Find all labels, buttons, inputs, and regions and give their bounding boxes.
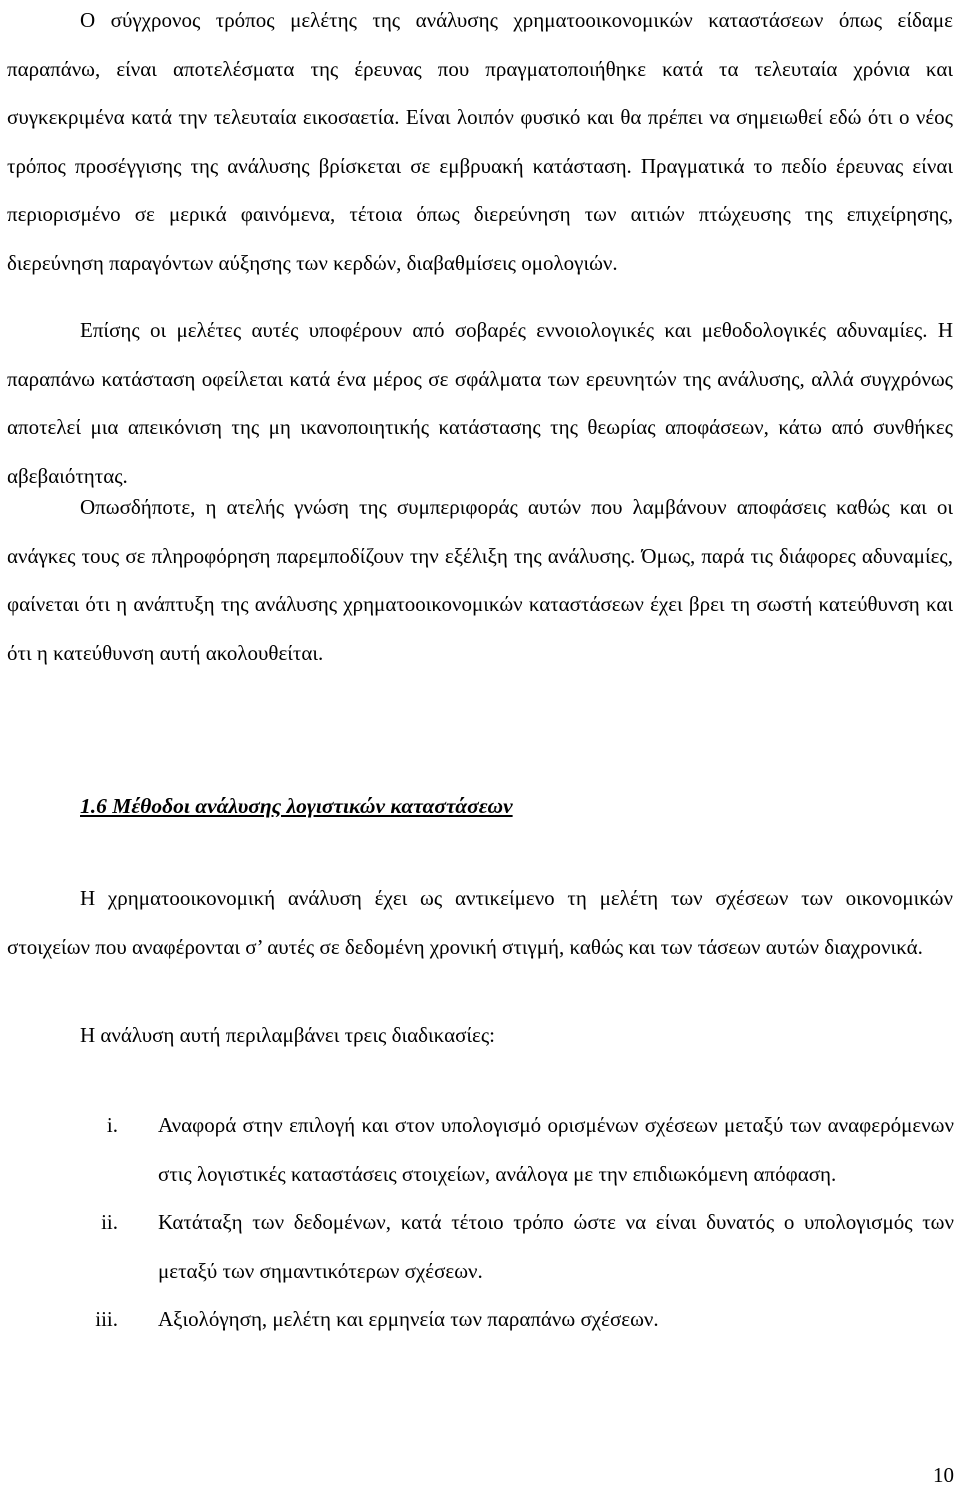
list-item-text: Κατάταξη των δεδομένων, κατά τέτοιο τρόπο ώστε να είναι δυνατός ο υπολογισμός των μεταξύ των σημαντικότερων σχέσεων.: [158, 1210, 954, 1283]
paragraph-2: Επίσης οι μελέτες αυτές υποφέρουν από σοβαρές εννοιολογικές και μεθοδολογικές αδυναμίες. Η παραπάνω κατάσταση οφείλεται κατά ένα μέρος σε σφάλματα των ερευνητών της ανάλυσης, αλλά συγχρόνως αποτελεί μια απεικόνιση της μη ικανοποιητικής κατάστασης της θεωρίας αποφάσεων, κάτω από συνθήκες αβεβαιότητας.: [7, 318, 953, 488]
list-item: [0, 1198, 960, 1295]
list-item-number: i.: [106, 1113, 118, 1137]
page-number: 10: [933, 1463, 954, 1487]
procedures-list: [0, 1101, 960, 1344]
list-item: [0, 1101, 960, 1198]
section-heading: 1.6 Μέθοδοι ανάλυσης λογιστικών καταστάσεων: [80, 794, 513, 818]
paragraph-1: Ο σύγχρονος τρόπος μελέτης της ανάλυσης χρηματοοικονομικών καταστάσεων όπως είδαμε παραπάνω, είναι αποτελέσματα της έρευνας που πραγματοποιήθηκε κατά τα τελευταία χρόνια και συγκεκριμένα κατά την τελευταία εικοσαετία. Είναι λοιπόν φυσικό και θα πρέπει να σημειωθεί εδώ ότι ο νέος τρόπος προσέγγισης της ανάλυσης βρίσκεται σε εμβρυακή κατάσταση. Πραγματικά το πεδίο έρευνας είναι περιορισμένο σε μερικά φαινόμενα, τέτοια όπως διερεύνηση των αιτιών πτώχευσης της επιχείρησης, διερεύνηση παραγόντων αύξησης των κερδών, διαβαθμίσεις ομολογιών.: [7, 8, 953, 275]
paragraph-3: Οπωσδήποτε, η ατελής γνώση της συμπεριφοράς αυτών που λαμβάνουν αποφάσεις καθώς και οι ανάγκες τους σε πληροφόρηση παρεμποδίζουν την εξέλιξη της ανάλυσης. Όμως, παρά τις διάφορες αδυναμίες, φαίνεται ότι η ανάπτυξη της ανάλυσης χρηματοοικονομικών καταστάσεων έχει βρει τη σωστή κατεύθυνση και ότι η κατεύθυνση αυτή ακολουθείται.: [7, 495, 953, 665]
paragraph-4: Η χρηματοοικονομική ανάλυση έχει ως αντικείμενο τη μελέτη των σχέσεων των οικονομικών στοιχείων που αναφέρονται σ’ αυτές σε δεδομένη χρονική στιγμή, καθώς και των τάσεων αυτών διαχρονικά.: [7, 886, 953, 959]
list-item-number: ii.: [101, 1210, 118, 1234]
list-item-text: Αξιολόγηση, μελέτη και ερμηνεία των παραπάνω σχέσεων.: [158, 1307, 659, 1331]
list-item-text: Αναφορά στην επιλογή και στον υπολογισμό ορισμένων σχέσεων μεταξύ των αναφερόμενων στις λογιστικές καταστάσεις στοιχείων, ανάλογα με την επιδιωκόμενη απόφαση.: [158, 1113, 954, 1186]
list-item-number: iii.: [95, 1307, 118, 1331]
list-item: [0, 1295, 960, 1344]
paragraph-5: Η ανάλυση αυτή περιλαμβάνει τρεις διαδικασίες:: [80, 1023, 496, 1047]
